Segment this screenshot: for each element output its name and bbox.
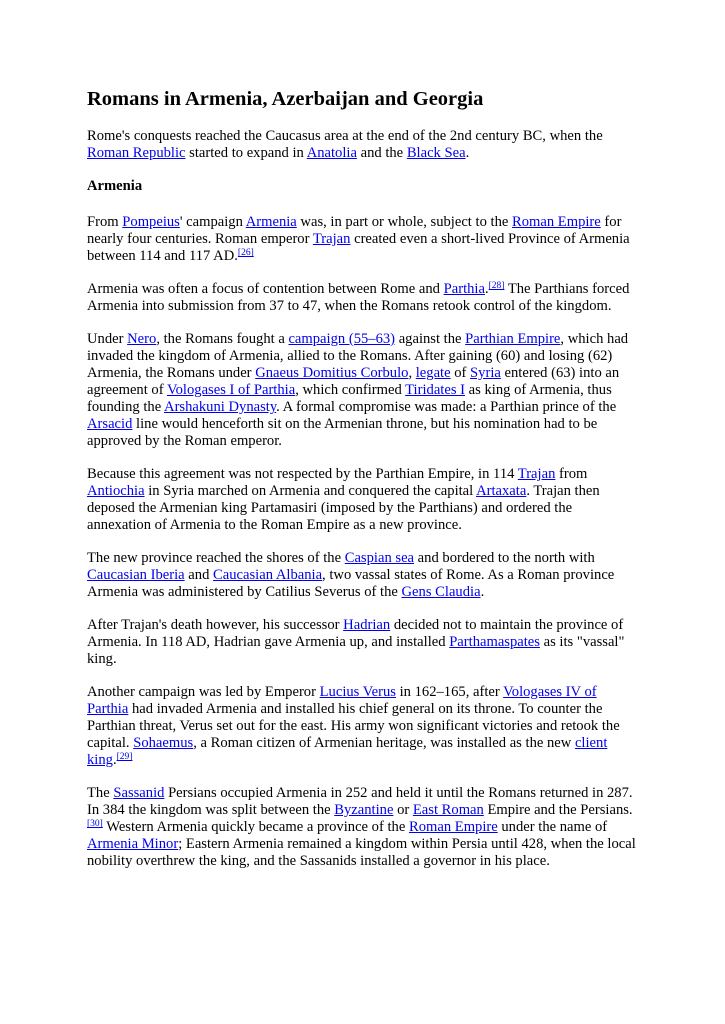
paragraph bbox=[87, 617, 639, 668]
citation-link[interactable]: [26] bbox=[237, 248, 254, 258]
citation-marker bbox=[238, 248, 254, 258]
wiki-link[interactable]: East Roman bbox=[412, 802, 484, 818]
paragraph-text: . bbox=[465, 145, 470, 161]
paragraph bbox=[87, 214, 639, 265]
paragraph-text: or bbox=[393, 802, 413, 818]
wiki-link[interactable]: Gens Claudia bbox=[401, 584, 481, 600]
paragraph-text: Armenia bbox=[87, 178, 143, 194]
wiki-link[interactable]: Trajan bbox=[312, 231, 351, 247]
paragraph bbox=[87, 331, 639, 450]
wiki-link[interactable]: Parthamaspates bbox=[449, 634, 540, 650]
paragraph-text: decided not to maintain the province of Armenia. In 118 AD, Hadrian gave Armenia up, and installed bbox=[87, 617, 624, 650]
wiki-link[interactable]: Armenia bbox=[245, 214, 297, 230]
paragraph-text: created even a short-lived Province of Armenia between 114 and 117 AD. bbox=[87, 231, 630, 264]
paragraph-text: was, in part or whole, subject to the bbox=[296, 214, 512, 230]
paragraph-text: Because this agreement was not respected by the Parthian Empire, in 114 bbox=[87, 466, 518, 482]
wiki-link[interactable]: Byzantine bbox=[334, 802, 394, 818]
citation-link[interactable]: [29] bbox=[116, 752, 133, 762]
citation-link[interactable]: [30] bbox=[87, 819, 103, 829]
wiki-link[interactable]: Anatolia bbox=[306, 145, 357, 161]
wiki-link[interactable]: Caspian sea bbox=[344, 550, 415, 566]
citation-marker bbox=[489, 281, 505, 291]
paragraph-text: and the bbox=[356, 145, 407, 161]
wiki-link[interactable]: Arshakuni Dynasty bbox=[164, 399, 277, 415]
citation-marker bbox=[87, 819, 103, 829]
paragraph-text: . bbox=[484, 281, 489, 297]
paragraph-text: and bbox=[184, 567, 214, 583]
wiki-link[interactable]: Sassanid bbox=[113, 785, 165, 801]
paragraph-text: , bbox=[408, 365, 416, 381]
wiki-link[interactable]: Parthia bbox=[443, 281, 485, 297]
citation-marker bbox=[117, 752, 133, 762]
wiki-link[interactable]: Hadrian bbox=[343, 617, 391, 633]
paragraph-text: . bbox=[112, 752, 117, 768]
paragraph bbox=[87, 128, 639, 162]
paragraph bbox=[87, 785, 639, 870]
wiki-link[interactable]: Caucasian Iberia bbox=[87, 567, 185, 583]
paragraph-text: in Syria marched on Armenia and conquered the capital bbox=[144, 483, 477, 499]
paragraph-text: from bbox=[555, 466, 588, 482]
paragraph-text: . Trajan then deposed the Armenian king Partamasiri (imposed by the Parthians) and ordered the annexation of Armenia to the Roman Empire as a new province. bbox=[87, 483, 600, 533]
paragraph-text: Another campaign was led by Emperor bbox=[87, 684, 320, 700]
paragraph bbox=[87, 466, 639, 534]
paragraph-text: under the name of bbox=[497, 819, 608, 835]
wiki-link[interactable]: Parthian Empire bbox=[465, 331, 561, 347]
paragraph bbox=[87, 281, 639, 315]
paragraph-text: ; Eastern Armenia remained a kingdom within Persia until 428, when the local nobility overthrew the king, and the Sassanids installed a governor in his place. bbox=[87, 836, 636, 869]
paragraph-text: ' campaign bbox=[179, 214, 246, 230]
paragraph bbox=[87, 550, 639, 601]
wiki-link[interactable]: Trajan bbox=[517, 466, 556, 482]
paragraph-text: of bbox=[450, 365, 471, 381]
wiki-link[interactable]: Pompeius bbox=[122, 214, 180, 230]
wiki-link[interactable]: Arsacid bbox=[87, 416, 133, 432]
paragraph-text: entered (63) into an agreement of bbox=[87, 365, 620, 398]
wiki-link[interactable]: client king bbox=[87, 735, 608, 768]
section-heading bbox=[87, 178, 639, 195]
paragraph-text: and bordered to the north with bbox=[414, 550, 595, 566]
wiki-link[interactable]: Lucius Verus bbox=[319, 684, 396, 700]
paragraph-text: as its "vassal" king. bbox=[87, 634, 625, 667]
wiki-link[interactable]: Nero bbox=[127, 331, 157, 347]
paragraph-text: . A formal compromise was made: a Parthian prince of the bbox=[276, 399, 617, 415]
wiki-link[interactable]: Black Sea bbox=[406, 145, 466, 161]
paragraph-text: . bbox=[480, 584, 485, 600]
paragraph-text: Armenia was often a focus of contention between Rome and bbox=[87, 281, 444, 297]
paragraph bbox=[87, 684, 639, 769]
wiki-link[interactable]: campaign (55–63) bbox=[288, 331, 396, 347]
wiki-link[interactable]: Armenia Minor bbox=[87, 836, 179, 852]
wiki-link[interactable]: Roman Republic bbox=[87, 145, 186, 161]
paragraph-text: , a Roman citizen of Armenian heritage, was installed as the new bbox=[193, 735, 575, 751]
wiki-link[interactable]: Syria bbox=[470, 365, 501, 381]
wiki-link[interactable]: Vologases IV of Parthia bbox=[87, 684, 597, 717]
paragraph-text: The bbox=[87, 785, 114, 801]
paragraph-text: , which had invaded the kingdom of Armenia, allied to the Romans. After gaining (60) and losing (62) Armenia, the Romans under bbox=[87, 331, 629, 381]
wiki-link[interactable]: Sohaemus bbox=[133, 735, 194, 751]
wiki-link[interactable]: Artaxata bbox=[476, 483, 527, 499]
wiki-link[interactable]: legate bbox=[415, 365, 451, 381]
paragraph-text: against the bbox=[395, 331, 466, 347]
paragraph-text: for nearly four centuries. Roman emperor bbox=[87, 214, 622, 247]
wiki-link[interactable]: Roman Empire bbox=[408, 819, 498, 835]
paragraph-text: started to expand in bbox=[185, 145, 307, 161]
paragraph-text: The Parthians forced Armenia into submission from 37 to 47, when the Romans retook control of the kingdom. bbox=[87, 281, 630, 314]
paragraph-text: Under bbox=[87, 331, 128, 347]
paragraph-text: had invaded Armenia and installed his chief general on its throne. To counter the Parthian threat, Verus set out for the east. His army won significant victories and retook the capital. bbox=[87, 701, 620, 751]
paragraph-text: in 162–165, after bbox=[395, 684, 504, 700]
paragraph-text: After Trajan's death however, his successor bbox=[87, 617, 344, 633]
paragraph-text: , two vassal states of Rome. As a Roman province Armenia was administered by Catilius Severus of the bbox=[87, 567, 615, 600]
paragraph-text: , the Romans fought a bbox=[156, 331, 289, 347]
paragraph-text: Rome's conquests reached the Caucasus area at the end of the 2nd century BC, when the bbox=[87, 128, 603, 144]
wiki-link[interactable]: Tiridates I bbox=[405, 382, 466, 398]
paragraph-text: The new province reached the shores of the bbox=[87, 550, 345, 566]
paragraph-text: as king of Armenia, thus founding the bbox=[87, 382, 612, 415]
wiki-link[interactable]: Caucasian Albania bbox=[213, 567, 323, 583]
article-body bbox=[87, 128, 639, 886]
wiki-link[interactable]: Roman Empire bbox=[512, 214, 601, 230]
paragraph-text: Persians occupied Armenia in 252 and held it until the Romans returned in 287. In 384 the kingdom was split between the bbox=[87, 785, 633, 818]
wiki-link[interactable]: Vologases I of Parthia bbox=[166, 382, 296, 398]
paragraph-text: , which confirmed bbox=[295, 382, 406, 398]
wiki-link[interactable]: Antiochia bbox=[87, 483, 145, 499]
paragraph-text: Western Armenia quickly became a province of the bbox=[102, 819, 409, 835]
paragraph-text: From bbox=[87, 214, 123, 230]
citation-link[interactable]: [28] bbox=[488, 281, 505, 291]
wiki-link[interactable]: Gnaeus Domitius Corbulo bbox=[255, 365, 409, 381]
paragraph-text: line would henceforth sit on the Armenian throne, but his nomination had to be approved by the Roman emperor. bbox=[87, 416, 598, 449]
paragraph-text: Empire and the Persians. bbox=[483, 802, 633, 818]
page-title: Romans in Armenia, Azerbaijan and Georgia bbox=[87, 88, 484, 110]
